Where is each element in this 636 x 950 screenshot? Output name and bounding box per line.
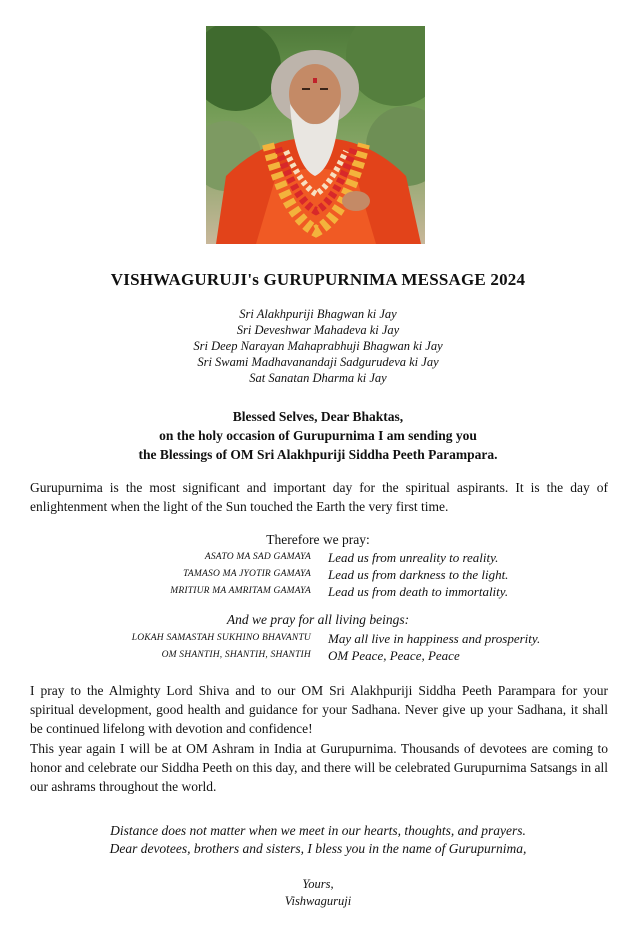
mantra-list [0,549,636,600]
mantra-english: May all live in happiness and prosperity. [328,631,541,646]
mantra-row [0,549,636,566]
closing-block [0,822,636,858]
invocation-line: Sri Swami Madhavanandaji Sadgurudeva ki Jay [197,355,439,369]
invocation-line: Sat Sanatan Dharma ki Jay [249,371,387,385]
invocation-line: Sri Alakhpuriji Bhagwan ki Jay [239,307,397,321]
mantra-english: Lead us from unreality to reality. [328,550,499,565]
mantra-english: Lead us from death to immortality. [328,584,509,599]
paragraph-om-ashram: This year again I will be at OM Ashram in India at Gurupurnima. Thousands of devotees are coming to honor and celebrate our Siddha Peeth on this day, and there will be celebrated Gurupurnima Satsangs in all our ashrams throughout the world. [30,741,608,794]
pray-heading: Therefore we pray: [266,532,370,547]
mantra-sanskrit: MRITIUR MA AMRITAM GAMAYA [170,586,311,596]
mantra-list-living-beings [0,630,636,664]
mantra-row [0,630,636,647]
greeting-block [0,407,636,464]
portrait-photo [206,26,425,244]
signature: Vishwaguruji [284,894,352,908]
greeting-line: on the holy occasion of Gurupurnima I am sending you [159,428,477,443]
pray-heading-living-beings: And we pray for all living beings: [226,612,410,627]
signoff: Yours, [302,877,334,891]
mantra-english: Lead us from darkness to the light. [328,567,509,582]
greeting-line: Blessed Selves, Dear Bhaktas, [232,409,404,424]
mantra-row [0,647,636,664]
invocation-line: Sri Deveshwar Mahadeva ki Jay [236,323,400,337]
greeting-line: the Blessings of OM Sri Alakhpuriji Siddha Peeth Parampara. [138,447,498,462]
message-title: VISHWAGURUJI's GURUPURNIMA MESSAGE 2024 [110,270,526,289]
mantra-sanskrit: OM SHANTIH, SHANTIH, SHANTIH [161,650,311,660]
mantra-row [0,583,636,600]
mantra-english: OM Peace, Peace, Peace [328,648,460,663]
invocation-list [0,306,636,386]
signature-block [0,876,636,910]
closing-line: Dear devotees, brothers and sisters, I bless you in the name of Gurupurnima, [109,841,527,856]
closing-line: Distance does not matter when we meet in our hearts, thoughts, and prayers. [110,823,526,838]
mantra-sanskrit: TAMASO MA JYOTIR GAMAYA [183,569,311,579]
mantra-sanskrit: ASATO MA SAD GAMAYA [204,552,311,562]
paragraph-prayer: I pray to the Almighty Lord Shiva and to our OM Sri Alakhpuriji Siddha Peeth Parampara for your spiritual development, good health and guidance for your Sadhana. Never give up your Sadhana, it shall be continued lifelong with devotion and confidence! [30,683,608,736]
mantra-sanskrit: LOKAH SAMASTAH SUKHINO BHAVANTU [131,633,311,643]
mantra-row [0,566,636,583]
invocation-line: Sri Deep Narayan Mahaprabhuji Bhagwan ki Jay [193,339,443,353]
paragraph-gurupurnima: Gurupurnima is the most significant and important day for the spiritual aspirants. It is the day of enlightenment when the light of the Sun touched the Earth the very first time. [30,480,608,514]
